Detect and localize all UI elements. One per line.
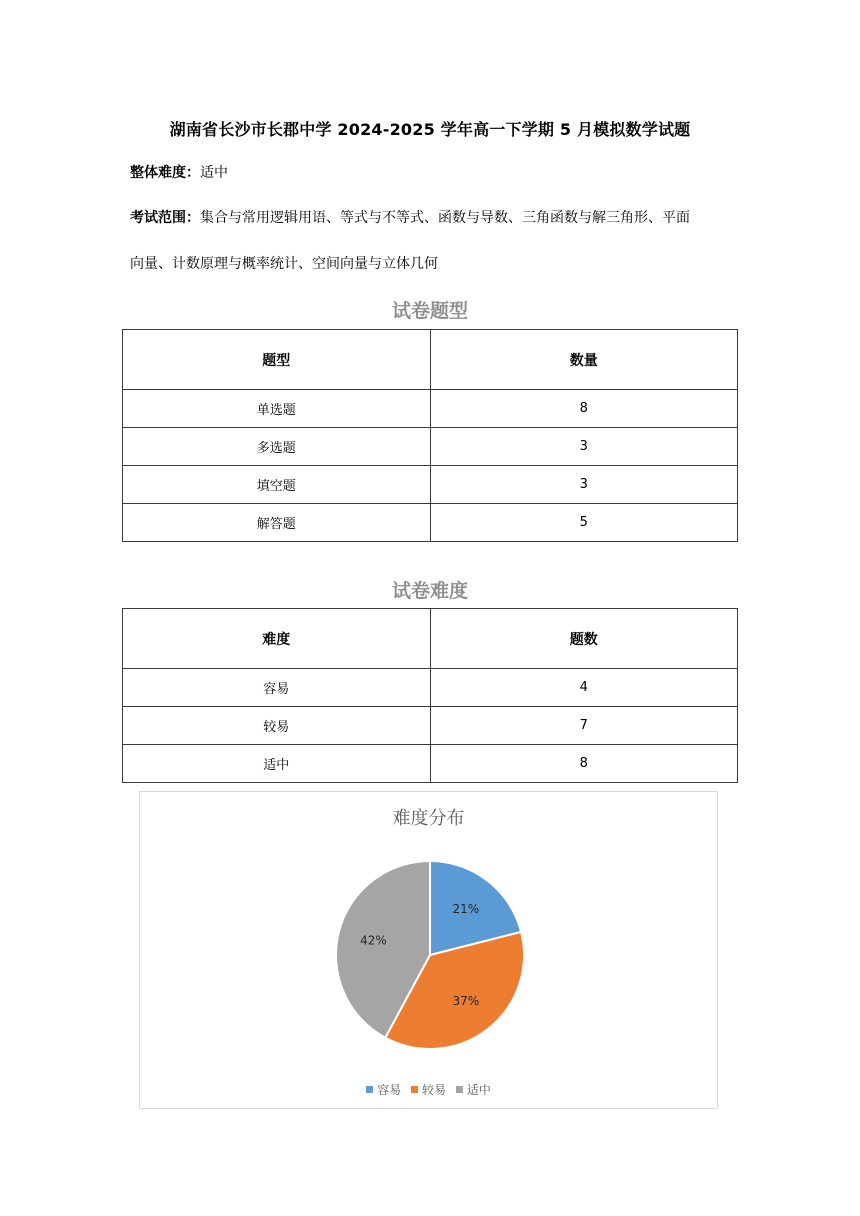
document-title: 湖南省长沙市长郡中学 2024-2025 学年高一下学期 5 月模拟数学试题 [169, 120, 691, 139]
difficulty-label: 整体难度： [130, 165, 200, 181]
legend-label: 容易 [377, 1083, 402, 1097]
difficulty-title: 试卷难度 [391, 580, 468, 602]
table-row [123, 390, 738, 428]
count-cell: 5 [430, 504, 738, 542]
difficulty-table [122, 608, 738, 783]
table-row [123, 745, 738, 783]
table-header-row [123, 330, 738, 390]
difficulty-chart [139, 791, 718, 1109]
chart-legend [140, 1081, 717, 1098]
table-row [123, 428, 738, 466]
type-cell: 单选题 [123, 390, 431, 428]
count-cell: 3 [430, 466, 738, 504]
table-row [123, 504, 738, 542]
count-cell: 8 [430, 390, 738, 428]
difficulty-value: 适中 [200, 165, 228, 181]
exam-scope-line-2 [130, 254, 438, 274]
header-cell: 题型 [123, 330, 431, 390]
count-cell: 3 [430, 428, 738, 466]
legend-item [456, 1081, 491, 1098]
chart-title: 难度分布 [392, 808, 465, 829]
table-row [123, 466, 738, 504]
question-types-title: 试卷题型 [391, 300, 468, 322]
exam-scope-line-1 [130, 208, 690, 228]
overall-difficulty [130, 163, 228, 183]
table-header-row [123, 609, 738, 669]
pie-data-label: 21% [452, 902, 480, 917]
legend-swatch [456, 1086, 463, 1093]
legend-swatch [366, 1086, 373, 1093]
type-cell: 填空题 [123, 466, 431, 504]
table-row [123, 669, 738, 707]
type-cell: 解答题 [123, 504, 431, 542]
header-cell: 难度 [123, 609, 431, 669]
header-cell: 数量 [430, 330, 738, 390]
count-cell: 7 [430, 707, 738, 745]
scope-label: 考试范围： [130, 210, 200, 226]
difficulty-cell: 容易 [123, 669, 431, 707]
scope-text-1: 集合与常用逻辑用语、等式与不等式、函数与导数、三角函数与解三角形、平面 [200, 210, 690, 226]
count-cell: 4 [430, 669, 738, 707]
difficulty-cell: 适中 [123, 745, 431, 783]
pie-data-label: 37% [452, 993, 480, 1008]
question-types-table [122, 329, 738, 542]
pie-chart [140, 792, 719, 1110]
table-row [123, 707, 738, 745]
count-cell: 8 [430, 745, 738, 783]
type-cell: 多选题 [123, 428, 431, 466]
legend-item [411, 1081, 446, 1098]
difficulty-cell: 较易 [123, 707, 431, 745]
scope-text-2: 向量、计数原理与概率统计、空间向量与立体几何 [130, 256, 438, 272]
pie-data-label: 42% [360, 933, 387, 948]
legend-item [366, 1081, 401, 1098]
legend-label: 较易 [421, 1083, 446, 1097]
legend-swatch [411, 1086, 418, 1093]
header-cell: 题数 [430, 609, 738, 669]
legend-label: 适中 [466, 1083, 491, 1097]
